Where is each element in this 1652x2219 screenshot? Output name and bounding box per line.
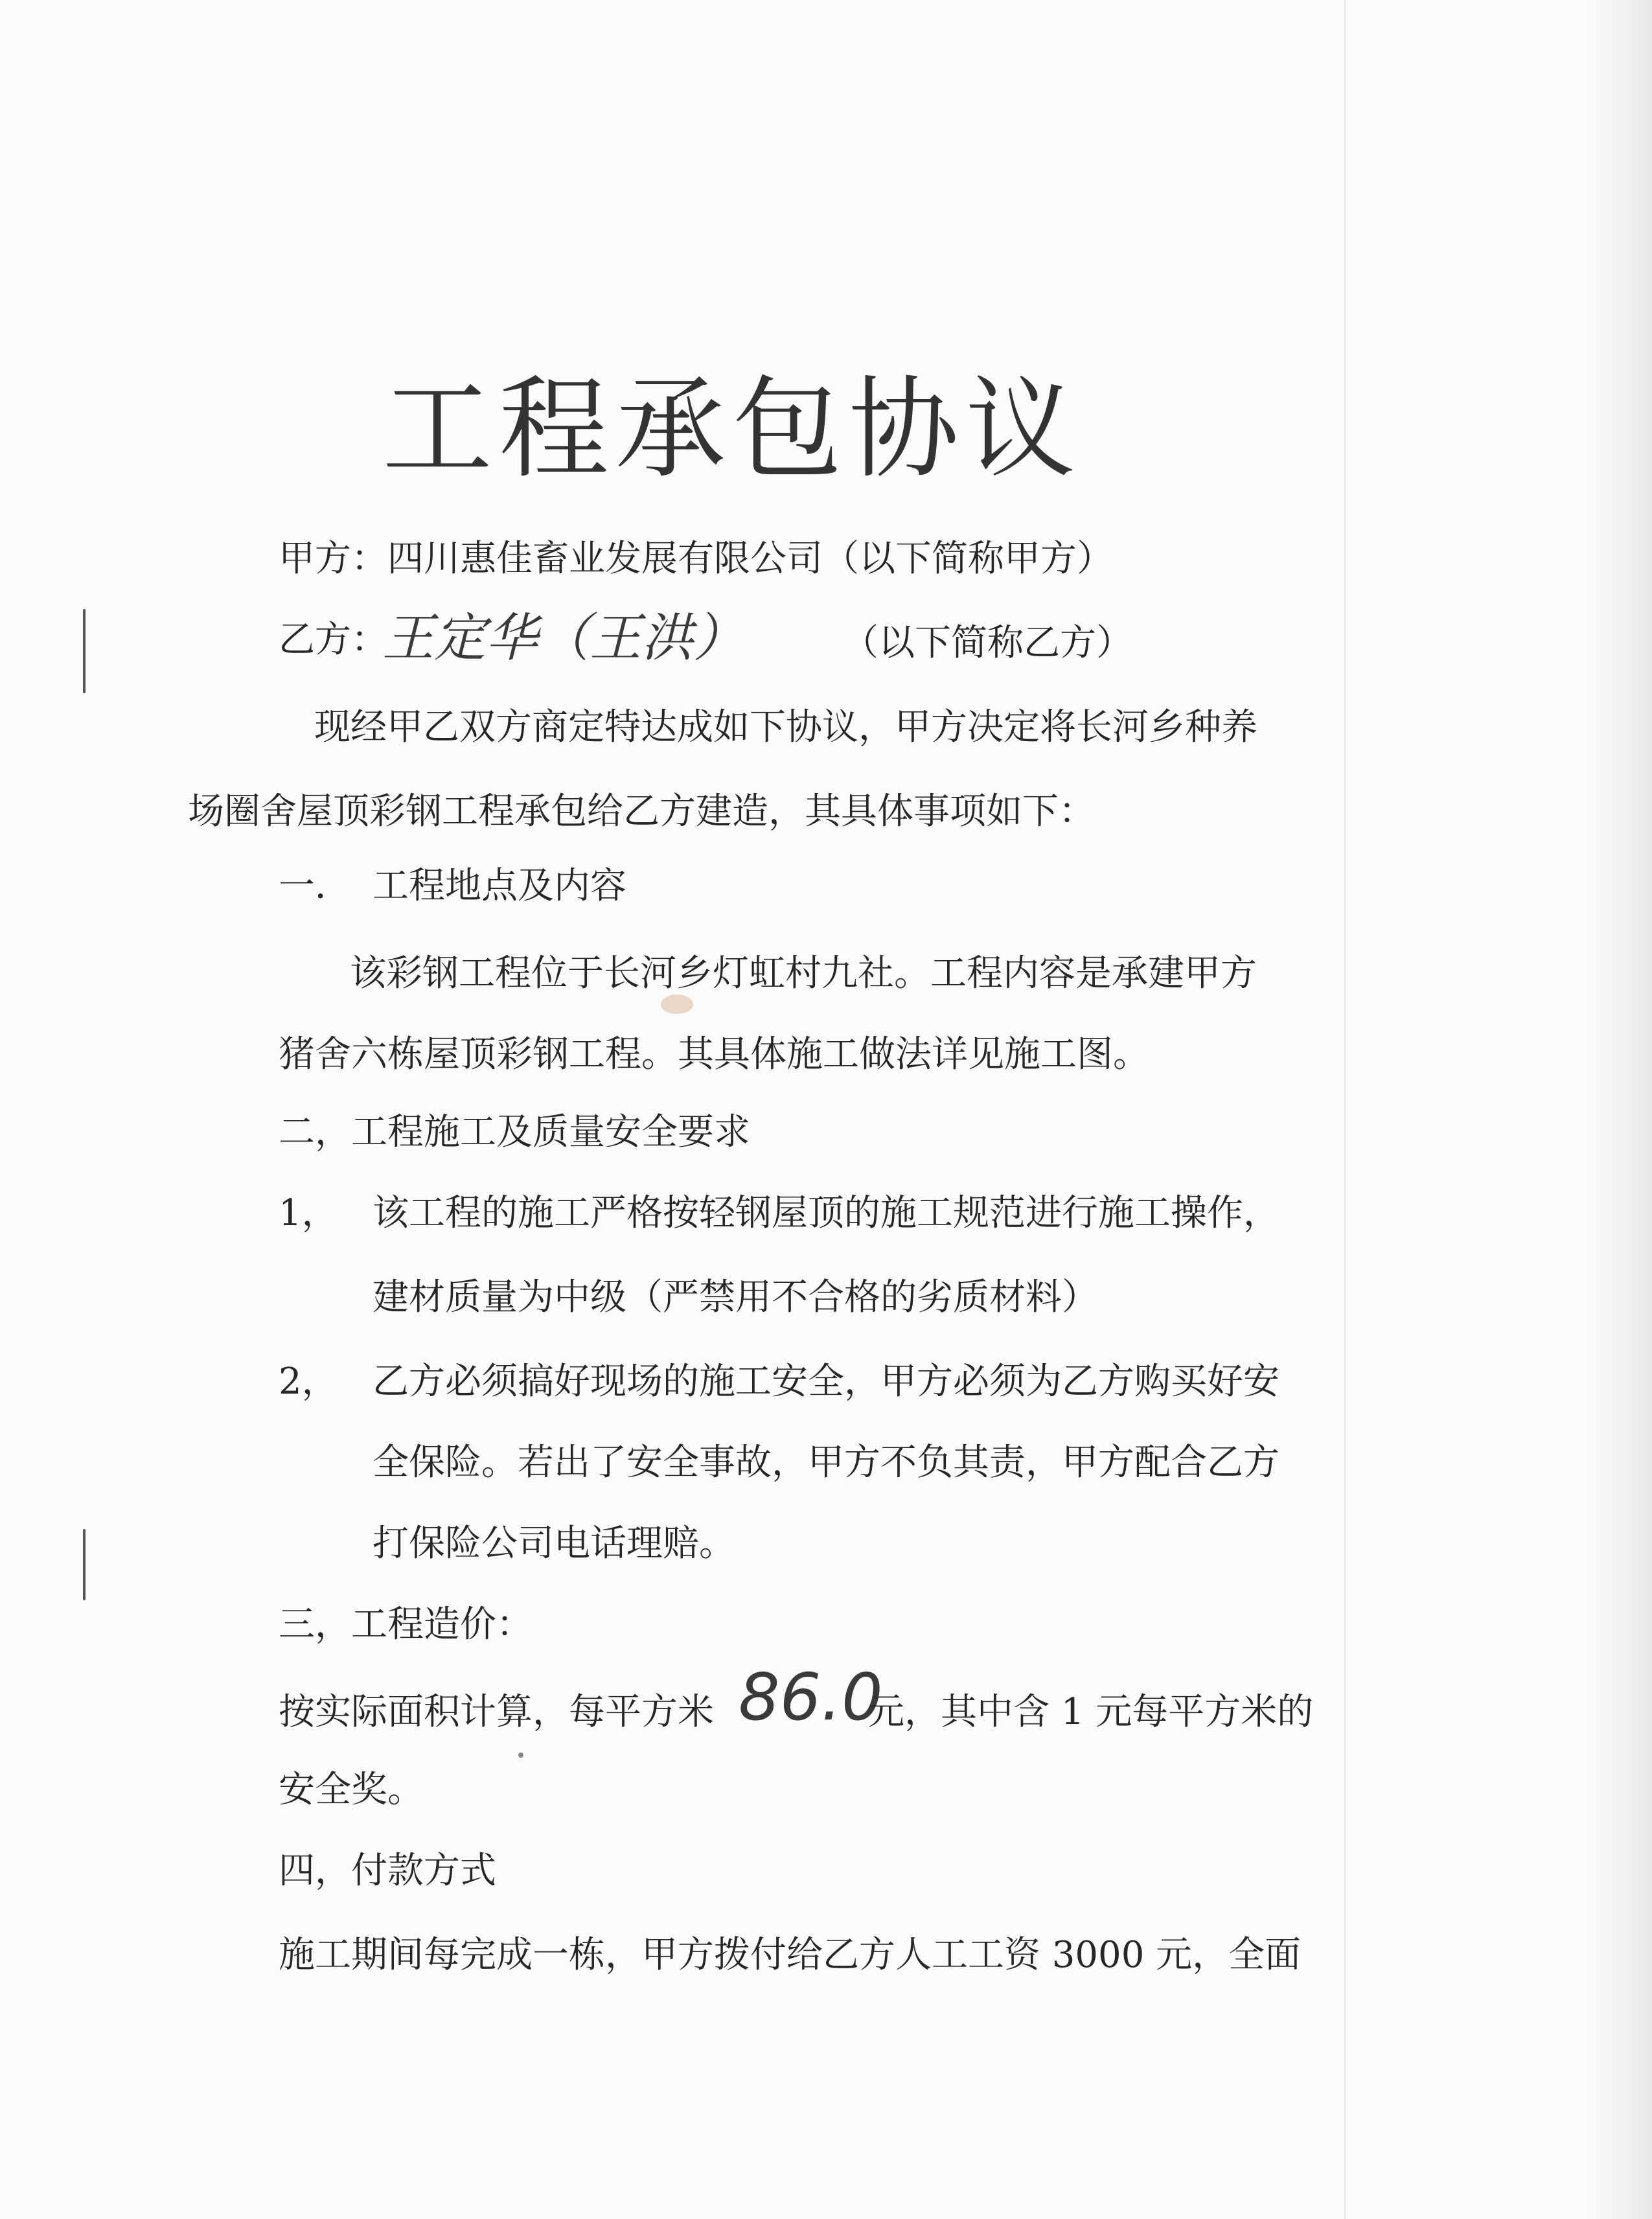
item-1-number: 1， (279, 1192, 338, 1234)
section-4-body-line-1: 施工期间每完成一栋，甲方拨付给乙方人工工资 3000 元，全面 (279, 1934, 1302, 1976)
party-b-suffix: （以下简称乙方） (842, 622, 1132, 664)
item-2-number: 2， (279, 1361, 338, 1403)
item-2-line-3: 打保险公司电话理赔。 (373, 1523, 735, 1565)
section-3-body-suffix: 元，其中含 1 元每平方米的 (868, 1691, 1314, 1733)
section-4-title: 四，付款方式 (279, 1850, 496, 1892)
section-3-body-prefix: 按实际面积计算，每平方米 (279, 1691, 714, 1733)
section-1-title: 工程地点及内容 (373, 865, 626, 907)
binding-mark (83, 609, 86, 693)
section-1-body-line-2: 猪舍六栋屋顶彩钢工程。其具体施工做法详见施工图。 (279, 1033, 1149, 1075)
binding-mark (83, 1529, 86, 1600)
intro-line-1: 现经甲乙双方商定特达成如下协议，甲方决定将长河乡种养 (314, 706, 1257, 748)
section-1-body-line-1: 该彩钢工程位于长河乡灯虹村九社。工程内容是承建甲方 (350, 952, 1257, 995)
stain (518, 1753, 523, 1758)
item-2-line-1: 乙方必须搞好现场的施工安全，甲方必须为乙方购买好安 (373, 1361, 1279, 1403)
price-handwritten: 86.0 (739, 1659, 883, 1735)
stain (661, 995, 693, 1014)
section-3-title: 三，工程造价： (279, 1604, 533, 1646)
document-title: 工程承包协议 (382, 365, 1082, 494)
item-2-line-2: 全保险。若出了安全事故，甲方不负其责，甲方配合乙方 (373, 1442, 1279, 1484)
section-3-body-line-2: 安全奖。 (279, 1769, 424, 1811)
item-1-line-2: 建材质量为中级（严禁用不合格的劣质材料） (373, 1276, 1098, 1318)
intro-line-2: 场圈舍屋顶彩钢工程承包给乙方建造，其具体事项如下： (188, 790, 1095, 833)
section-1-number: 一． (279, 865, 351, 907)
scan-fold-line (1344, 0, 1346, 2219)
section-2-title: 二，工程施工及质量安全要求 (279, 1111, 750, 1153)
scan-edge-shadow (1587, 0, 1652, 2219)
party-a-line: 甲方：四川惠佳畜业发展有限公司（以下简称甲方） (279, 538, 1113, 580)
party-b-signature: 王定华（王洪） (382, 608, 745, 668)
item-1-line-1: 该工程的施工严格按轻钢屋顶的施工规范进行施工操作， (373, 1192, 1279, 1234)
party-b-label: 乙方： (279, 619, 387, 661)
